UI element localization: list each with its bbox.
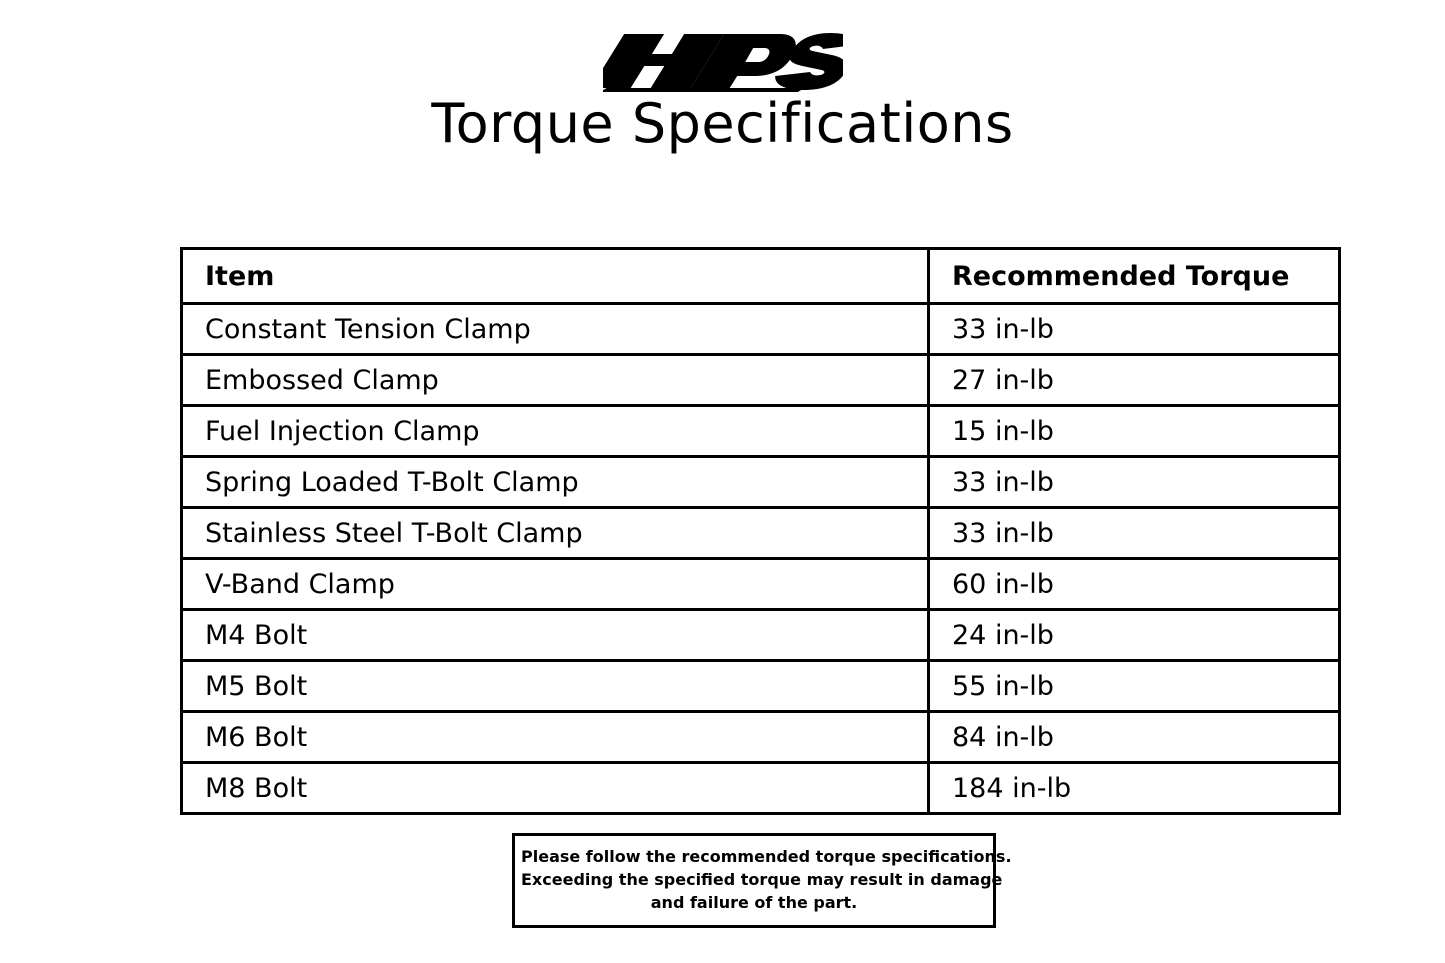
cell-item: M8 Bolt [182,763,929,814]
cell-item: Fuel Injection Clamp [182,406,929,457]
cell-item: V-Band Clamp [182,559,929,610]
cell-item: Spring Loaded T-Bolt Clamp [182,457,929,508]
torque-specifications-table [180,247,1341,815]
table-row [182,610,1340,661]
cell-torque: 33 in-lb [929,508,1340,559]
torque-table-container [180,247,1288,815]
table-row [182,661,1340,712]
table-row [182,559,1340,610]
table-row [182,406,1340,457]
hps-logo-icon [603,30,843,92]
table-row [182,304,1340,355]
logo-container [0,0,1445,78]
table-header-row [182,249,1340,304]
column-header-item: Item [182,249,929,304]
table-row [182,712,1340,763]
cell-item: M5 Bolt [182,661,929,712]
warning-note-box [512,833,1012,928]
cell-item: Stainless Steel T-Bolt Clamp [182,508,929,559]
note-line-1: Please follow the recommended torque specifications. [521,847,1012,866]
table-row [182,457,1340,508]
cell-item: Embossed Clamp [182,355,929,406]
page-title: Torque Specifications [431,92,1014,155]
table-row [182,508,1340,559]
note-line-2: Exceeding the specified torque may result in damage [521,870,1003,890]
note-line-3: and failure of the part. [650,893,858,913]
cell-torque: 84 in-lb [929,712,1340,763]
cell-item: Constant Tension Clamp [182,304,929,355]
table-row [182,355,1340,406]
cell-torque: 24 in-lb [929,610,1340,661]
cell-torque: 60 in-lb [929,559,1340,610]
cell-torque: 33 in-lb [929,457,1340,508]
cell-torque: 15 in-lb [929,406,1340,457]
cell-torque: 55 in-lb [929,661,1340,712]
table-row [182,763,1340,814]
cell-torque: 33 in-lb [929,304,1340,355]
column-header-recommended-torque: Recommended Torque [929,249,1340,304]
cell-torque: 27 in-lb [929,355,1340,406]
cell-torque: 184 in-lb [929,763,1340,814]
cell-item: M4 Bolt [182,610,929,661]
cell-item: M6 Bolt [182,712,929,763]
